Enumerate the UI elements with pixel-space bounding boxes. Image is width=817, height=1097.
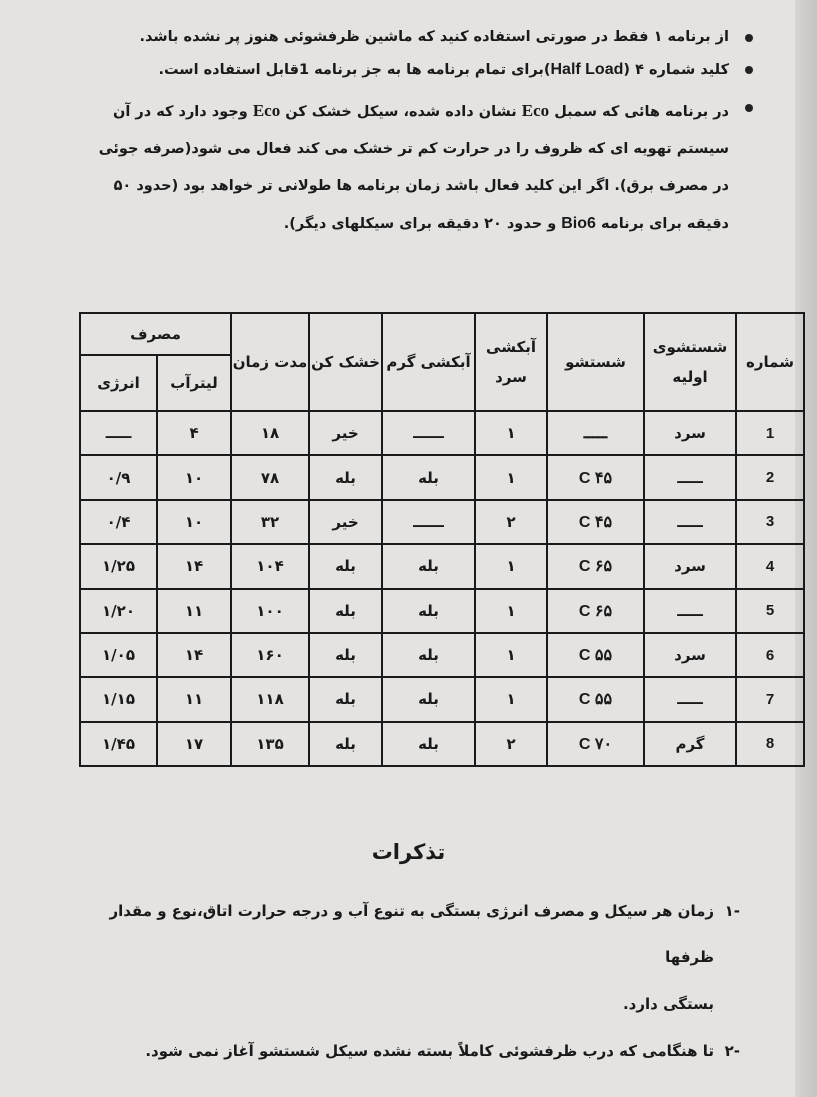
table-row: [80, 677, 804, 721]
cell-wash: ۶۵ C: [547, 544, 644, 588]
cell-cold-rinse: ۱: [475, 455, 547, 499]
cell-warm-rinse: بله: [382, 722, 475, 766]
header-wash: شستشو: [547, 313, 644, 411]
cell-energy: ۱/۰۵: [80, 633, 157, 677]
bullet-text: از برنامه ۱ فقط در صورتی استفاده کنید که ماشین ظرفشوئی هنوز پر نشده باشد.: [139, 29, 729, 45]
cell-wash: ۴۵ C: [547, 455, 644, 499]
cell-energy: ۰/۹: [80, 455, 157, 499]
cell-energy: ۱/۲۰: [80, 589, 157, 633]
note-item: [90, 888, 740, 1028]
header-duration: مدت زمان: [231, 313, 309, 411]
program-table: [79, 312, 805, 767]
cell-dry: بله: [309, 455, 382, 499]
bullet-text: )برای تمام برنامه ها به جز برنامه 1قابل استفاده است.: [158, 62, 551, 78]
cell-dry: بله: [309, 722, 382, 766]
cell-dry: بله: [309, 677, 382, 721]
cell-dry: خیر: [309, 500, 382, 544]
cell-energy: ـــــ: [80, 411, 157, 455]
cell-water: ۱۱: [157, 677, 231, 721]
cell-water: ۱۴: [157, 544, 231, 588]
note-item: [90, 1028, 740, 1074]
table-row: [80, 722, 804, 766]
cell-number: 8: [736, 722, 804, 766]
cell-number: 2: [736, 455, 804, 499]
cell-cold-rinse: ۱: [475, 544, 547, 588]
header-dry: خشک کن: [309, 313, 382, 411]
table-row: [80, 589, 804, 633]
note-text: زمان هر سیکل و مصرف انرژی بستگی به تنوع آب و درجه حرارت اتاق،نوع و مقدار ظرفها: [109, 902, 714, 966]
header-warm-rinse: آبکشی گرم: [382, 313, 475, 411]
cell-warm-rinse: بله: [382, 589, 475, 633]
cell-water: ۱۱: [157, 589, 231, 633]
cell-wash: ۷۰ C: [547, 722, 644, 766]
cell-energy: ۱/۲۵: [80, 544, 157, 588]
cell-wash: ۵۵ C: [547, 633, 644, 677]
cell-number: 6: [736, 633, 804, 677]
bullet-item: [90, 54, 755, 86]
table-row: [80, 411, 804, 455]
notes-title: تذکرات: [371, 840, 446, 864]
cell-number: 1: [736, 411, 804, 455]
table-row: [80, 455, 804, 499]
cell-wash: ـــــ: [547, 411, 644, 455]
cell-water: ۱۰: [157, 455, 231, 499]
cell-prewash: ـــــ: [644, 455, 736, 499]
cell-duration: ۳۲: [231, 500, 309, 544]
cell-prewash: ـــــ: [644, 677, 736, 721]
cell-duration: ۷۸: [231, 455, 309, 499]
bullet-text: در برنامه هائی که سمبل: [549, 104, 729, 120]
cell-prewash: سرد: [644, 633, 736, 677]
cell-warm-rinse: بله: [382, 633, 475, 677]
header-water: لیترآب: [157, 355, 231, 411]
table-row: [80, 500, 804, 544]
bio6-label: Bio6: [561, 215, 596, 232]
cell-prewash: سرد: [644, 544, 736, 588]
cell-number: 3: [736, 500, 804, 544]
bullet-list: [90, 22, 755, 244]
cell-duration: ۱۰۰: [231, 589, 309, 633]
cell-dry: بله: [309, 544, 382, 588]
cell-cold-rinse: ۲: [475, 722, 547, 766]
eco-label: Eco: [252, 101, 281, 120]
half-load-label: Half Load: [550, 61, 624, 78]
cell-warm-rinse: ــــــ: [382, 500, 475, 544]
bullet-item: [90, 22, 755, 53]
bullet-text: وجود دارد که در آن سیستم تهویه ای که ظروف را در حرارت کم تر خشک می کند فعال می شود(صرفه جوئی در مصرف برق). اگر این کلید فعال باشد زمان برنامه ها طولانی تر خواهد بود (حدود ۵۰ دقیقه برای برنامه: [98, 104, 729, 232]
bullet-dot-icon: [745, 66, 753, 74]
cell-water: ۴: [157, 411, 231, 455]
bullet-text: نشان داده شده، سیکل خشک کن: [280, 104, 522, 120]
table-row: [80, 633, 804, 677]
cell-duration: ۱۸: [231, 411, 309, 455]
cell-cold-rinse: ۲: [475, 500, 547, 544]
cell-duration: ۱۱۸: [231, 677, 309, 721]
cell-cold-rinse: ۱: [475, 411, 547, 455]
bullet-text: و حدود ۲۰ دقیقه برای سیکلهای دیگر).: [283, 216, 562, 232]
cell-water: ۱۰: [157, 500, 231, 544]
cell-wash: ۵۵ C: [547, 677, 644, 721]
cell-dry: خیر: [309, 411, 382, 455]
cell-wash: ۴۵ C: [547, 500, 644, 544]
header-cold-rinse: آبکشی سرد: [475, 313, 547, 411]
header-number: شماره: [736, 313, 804, 411]
bullet-dot-icon: [745, 34, 753, 42]
cell-cold-rinse: ۱: [475, 677, 547, 721]
cell-cold-rinse: ۱: [475, 633, 547, 677]
cell-energy: ۰/۴: [80, 500, 157, 544]
cell-duration: ۱۳۵: [231, 722, 309, 766]
header-consumption: مصرف: [80, 313, 231, 355]
note-text: تا هنگامی که درب ظرفشوئی کاملاً بسته نشده سیکل شستشو آغاز نمی شود.: [145, 1042, 714, 1060]
cell-prewash: ـــــ: [644, 500, 736, 544]
cell-warm-rinse: بله: [382, 677, 475, 721]
cell-number: 5: [736, 589, 804, 633]
cell-prewash: گرم: [644, 722, 736, 766]
header-prewash: شستشوی اولیه: [644, 313, 736, 411]
note-marker: -۲: [724, 1042, 740, 1060]
cell-warm-rinse: ــــــ: [382, 411, 475, 455]
cell-energy: ۱/۴۵: [80, 722, 157, 766]
cell-warm-rinse: بله: [382, 455, 475, 499]
cell-cold-rinse: ۱: [475, 589, 547, 633]
cell-warm-rinse: بله: [382, 544, 475, 588]
cell-wash: ۶۵ C: [547, 589, 644, 633]
eco-label: Eco: [521, 101, 550, 120]
cell-dry: بله: [309, 633, 382, 677]
cell-duration: ۱۰۴: [231, 544, 309, 588]
note-text-continued: بستگی دارد.: [622, 995, 714, 1013]
bullet-item: [90, 92, 755, 243]
cell-prewash: سرد: [644, 411, 736, 455]
cell-prewash: ـــــ: [644, 589, 736, 633]
cell-water: ۱۷: [157, 722, 231, 766]
cell-water: ۱۴: [157, 633, 231, 677]
bullet-dot-icon: [745, 104, 753, 112]
cell-duration: ۱۶۰: [231, 633, 309, 677]
cell-number: 4: [736, 544, 804, 588]
cell-dry: بله: [309, 589, 382, 633]
note-marker: -۱: [724, 902, 740, 920]
cell-energy: ۱/۱۵: [80, 677, 157, 721]
header-energy: انرژی: [80, 355, 157, 411]
notes-list: [90, 888, 740, 1074]
cell-number: 7: [736, 677, 804, 721]
bullet-text: کلید شماره ۴ (: [623, 62, 729, 78]
table-row: [80, 544, 804, 588]
